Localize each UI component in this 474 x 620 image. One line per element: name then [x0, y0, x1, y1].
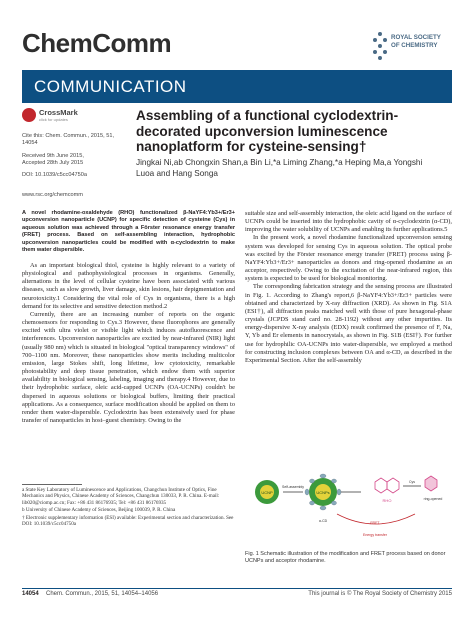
ucnp-left: [255, 480, 279, 504]
banner-label: COMMUNICATION: [34, 77, 187, 96]
footnote-divider: [22, 484, 82, 485]
figure-caption: Fig. 1 Schematic illustration of the modification and FRET process based on donor UCNPs and acceptor rhodamine.: [245, 551, 446, 564]
energy-transfer-label: Energy transfer: [363, 533, 387, 537]
paragraph: In the present work, a novel rhodamine functionalized upconversion sensing system was developed for sensing Cys in aqueous solution. The optical probe was excited by the Förster resonance energy transfer (FRET) process using β-NaYF4:Yb3+/Er3+ nanoparticles as donors and ring-opened rhodamine as an acceptor, respectively. Owing to the excitation of the near-infrared region, this system is expected to be used for biological monitoring.: [245, 234, 452, 283]
logo-line-2: OF CHEMISTRY: [391, 41, 438, 49]
figure-1-schematic: [245, 462, 452, 542]
energy-transfer: [337, 514, 415, 537]
ucnps-label: UCNPs: [316, 490, 330, 495]
footnotes: [22, 487, 235, 528]
rho-label: RHO: [382, 498, 392, 503]
rsc-emblem-icon: [371, 30, 389, 64]
ucnp-cd: [305, 474, 341, 510]
article-title: Assembling of a functional cyclodextrin-decorated upconversion luminescence nanoplatform for cysteine-sensing†: [136, 108, 399, 154]
body-column-right: [245, 210, 452, 365]
copyright: This journal is © The Royal Society of Chemistry 2015: [308, 591, 452, 597]
cys-label: Cys: [408, 480, 416, 484]
doi[interactable]: DOI: 10.1039/c5cc04750a: [22, 172, 87, 178]
body-column-left: [22, 262, 235, 425]
ring-opened-label: ring-opened: [423, 497, 443, 501]
footnote: b University of Chinese Academy of Sciences, Beijing 100039, P. R. China: [22, 507, 176, 514]
rsc-logo: [371, 30, 451, 70]
fret-label: FRET: [370, 521, 380, 525]
footnote: † Electronic supplementary information (ESI) available: Experimental section and characterization. See DOI: 10.1039/c5cc04750a: [22, 514, 234, 528]
rho-structure: [375, 478, 399, 503]
footer-divider: [22, 588, 452, 589]
received-date: Received 9th June 2015,: [22, 153, 84, 159]
crossmark-button[interactable]: [22, 107, 90, 125]
logo-line-1: ROYAL SOCIETY: [391, 34, 441, 41]
abstract: A novel rhodamine-oxaldehyde (RHO) functionalized β-NaYF4:Yb3+/Er3+ upconversion nanoparticle (UCNP) for specific detection of cysteine (Cys) in aqueous solution was achieved through a Förster resonance energy transfer (FRET) process. Based on self-assembling interaction, hydrophobic upconversion nanoparticles could be modified with α-cyclodextrin to make them water dispersible.: [22, 210, 235, 254]
page-number: 14054: [22, 591, 39, 597]
section-banner: [22, 70, 452, 103]
accepted-date: Accepted 28th July 2015: [22, 160, 84, 166]
paragraph: suitable size and self-assembly interaction, the oleic acid ligand on the surface of UCNPs could be inserted into the hydrophobic cavity of α-cyclodextrin (α-CD), improving the water solubility of UCNPs and enabling its further applications.5: [245, 210, 452, 234]
crossmark-sub: click for updates: [39, 117, 68, 122]
journal-url[interactable]: www.rsc.org/chemcomm: [22, 192, 83, 198]
paragraph: As an important biological thiol, cysteine is highly relevant to a variety of physiological and pathophysiological processes in organisms. Generally, alternations in the level of cellular cysteine have been associated with various diseases, such as slow growth, liver damage, skin lesions, hair depigmentation and neurotoxicity.1 Considering the vital role of Cys in organisms, there is a high demand for its selective and sensitive detection method.2: [22, 262, 235, 310]
paragraph: Currently, there are an increasing number of reports on the organic chemosensors for responding to Cys.3 However, these fluorophores are generally excited with ultra violet or visible light which induces autofluorescence and interferences. Upconversion nanoparticles are excited by near-infrared (NIR) light (usually 980 nm) which is situated in biological "optical transparency windows" of 700–1100 nm. Moreover, these nanoparticles show merits including multicolor emission, large Stokes shift, long lifetime, low cytotoxicity, remarkable photostability and deep tissue penetration, which endow them with superior availability in biological sensing, labeling, imaging and therapy.4 However, due to their hydrophobic surface, oleic acid-capped UCNPs (OA-UCNPs) couldn't be dispersed in aqueous solutions or biological buffers, limiting their practical applications. As a consequence, surface modification should be applied on them to render them water-dispersible. Cyclodextrin has been extensively used for phase transfer of nanoparticles in host–guest chemistry. Owing to the: [22, 310, 235, 424]
self-assembly-label: Self-assembly: [282, 485, 304, 489]
crossmark-label: CrossMark: [39, 108, 78, 117]
ring-opened-structure: [424, 476, 443, 501]
paragraph: The corresponding fabrication strategy and the sensing process are illustrated in Fig. 1. According to Zhang's report,6 β-NaYF4:Yb3+/Er3+ particles were obtained and characterized by X-ray diffraction (XRD). As shown in Fig. S1A (ESI†), all diffraction peaks matched well with those of pure hexagonal-phase crystals (JCPDS stand card no. 28-1192) without any other impurities. Its energy-dispersive X-ray analysis (EDX) result confirmed the presence of F, Na, Y, Yb and Er elements in nanocrystals, as shown in Fig. S1B (ESI†). For further use for hydrophilic OA-UCNPs into water-dispersible, we employed a method for constructing inclusion complexes between OA and α-CD, as described in the Experimental Section. After the self-assembly: [245, 283, 452, 364]
journal-title: ChemComm: [22, 28, 172, 58]
citation: Cite this: Chem. Commun., 2015, 51, 14054: [22, 133, 115, 147]
crossmark-icon: [22, 108, 36, 122]
author-list: Jingkai Ni,ab Chongxin Shan,a Bin Li,*a Liming Zhang,*a Heping Ma,a Yongshi Luoa and Hang Songa: [136, 158, 423, 178]
journal-reference: Chem. Commun., 2015, 51, 14054–14056: [46, 591, 159, 597]
alpha-cd-label: α-CD: [318, 519, 328, 523]
footnote: a State Key Laboratory of Luminescence and Applications, Changchun Institute of Optics, Fine Mechanics and Physics, Chinese Academy of Sciences, Changchun 130033, P. R. China. E-mail: lib020@ciomp.ac.cn; Fax: +86 431 86176935; Tel: +86 431 86176935: [22, 487, 220, 506]
ucnp-label: UCNP: [261, 490, 273, 495]
